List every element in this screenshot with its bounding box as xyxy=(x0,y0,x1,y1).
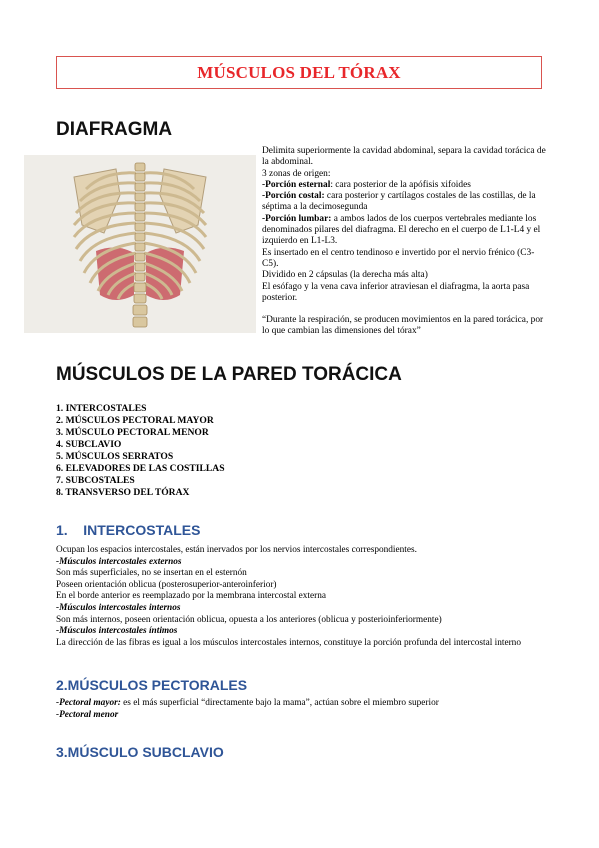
diafragma-heading: DIAFRAGMA xyxy=(56,119,173,140)
pectoral-menor-label: -Pectoral menor xyxy=(56,709,119,720)
list-item: 6. ELEVADORES DE LAS COSTILLAS xyxy=(56,463,225,474)
origin-lumbar xyxy=(262,214,547,248)
diafragma-quote: “Durante la respiración, se producen movimientos en la pared torácica, por lo que cambian las dimensiones del tórax” xyxy=(262,315,544,337)
origin-label: -Porción esternal xyxy=(262,179,331,190)
externos-line: Poseen orientación oblicua (posterosuperior-anteroinferior) xyxy=(56,579,277,590)
intercostales-section xyxy=(56,545,546,649)
list-item: 7. SUBCOSTALES xyxy=(56,475,135,486)
origin-label: -Porción costal: xyxy=(262,191,325,202)
origin-text: : cara posterior de la apófisis xifoides xyxy=(330,179,471,190)
pectorales-section xyxy=(56,698,546,721)
list-item: 8. TRANSVERSO DEL TÓRAX xyxy=(56,487,190,498)
diafragma-line: Dividido en 2 cápsulas (la derecha más alta) xyxy=(262,270,428,281)
list-item: 1. INTERCOSTALES xyxy=(56,403,147,414)
externos-line: En el borde anterior es reemplazado por la membrana intercostal externa xyxy=(56,591,327,602)
internos-text: Son más internos, poseen orientación oblicua, opuesta a los anteriores (oblicua y posterioinferiormente) xyxy=(56,614,442,625)
origin-label: -Porción lumbar: xyxy=(262,213,332,224)
subclavio-heading: 3.MÚSCULO SUBCLAVIO xyxy=(56,744,224,760)
diafragma-line: Es insertado en el centro tendinoso e invertido por el nervio frénico (C3-C5). xyxy=(262,247,535,269)
list-item: 4. SUBCLAVIO xyxy=(56,439,122,450)
externos-label: -Músculos intercostales externos xyxy=(56,556,182,567)
intimos-text: La dirección de las fibras es igual a los músculos intercostales internos, constituye la porción profunda del intercostal interno xyxy=(56,637,521,648)
pectoral-mayor-text: es el más superficial “directamente bajo la mama”, actúan sobre el miembro superior xyxy=(120,698,439,708)
origin-costal xyxy=(262,191,547,214)
diafragma-description xyxy=(262,146,547,338)
list-item: 3. MÚSCULO PECTORAL MENOR xyxy=(56,427,209,438)
diaphragm-illustration xyxy=(24,155,256,333)
pectoral-mayor-label: -Pectoral mayor: xyxy=(56,698,121,708)
pared-heading: MÚSCULOS DE LA PARED TORÁCICA xyxy=(56,364,402,385)
diafragma-line: Delimita superiormente la cavidad abdominal, separa la cavidad torácica de la abdominal. xyxy=(262,146,546,168)
intercostales-heading: 1. INTERCOSTALES xyxy=(56,522,201,538)
pared-muscle-list xyxy=(56,403,225,499)
origin-text: a ambos lados de los cuerpos vertebrales mediante los denominados pilares del diafragma. El derecho en el cuerpo de L1-L4 y el izquierdo en L1-L3. xyxy=(262,213,541,247)
pectorales-heading: 2.MÚSCULOS PECTORALES xyxy=(56,677,248,693)
intimos-label: -Músculos intercostales íntimos xyxy=(56,626,178,637)
origin-esternal xyxy=(262,180,547,191)
list-item: 2. MÚSCULOS PECTORAL MAYOR xyxy=(56,415,214,426)
externos-line: Son más superficiales, no se insertan en el esternón xyxy=(56,568,247,579)
pectoral-mayor xyxy=(56,698,546,710)
thorax-back-figure xyxy=(24,155,256,333)
diafragma-line: 3 zonas de origen: xyxy=(262,168,331,179)
diafragma-line: El esófago y la vena cava inferior atraviesan el diafragma, la aorta pasa posterior. xyxy=(262,281,530,303)
list-item: 5. MÚSCULOS SERRATOS xyxy=(56,451,174,462)
intercostales-intro: Ocupan los espacios intercostales, están inervados por los nervios intercostales correspondientes. xyxy=(56,545,417,555)
document-title: MÚSCULOS DEL TÓRAX xyxy=(197,62,401,82)
internos-label: -Músculos intercostales internos xyxy=(56,602,181,613)
origin-text: cara posterior y cartílagos costales de las costillas, de la séptima a la decimosegunda xyxy=(262,191,536,213)
title-box xyxy=(56,56,542,89)
